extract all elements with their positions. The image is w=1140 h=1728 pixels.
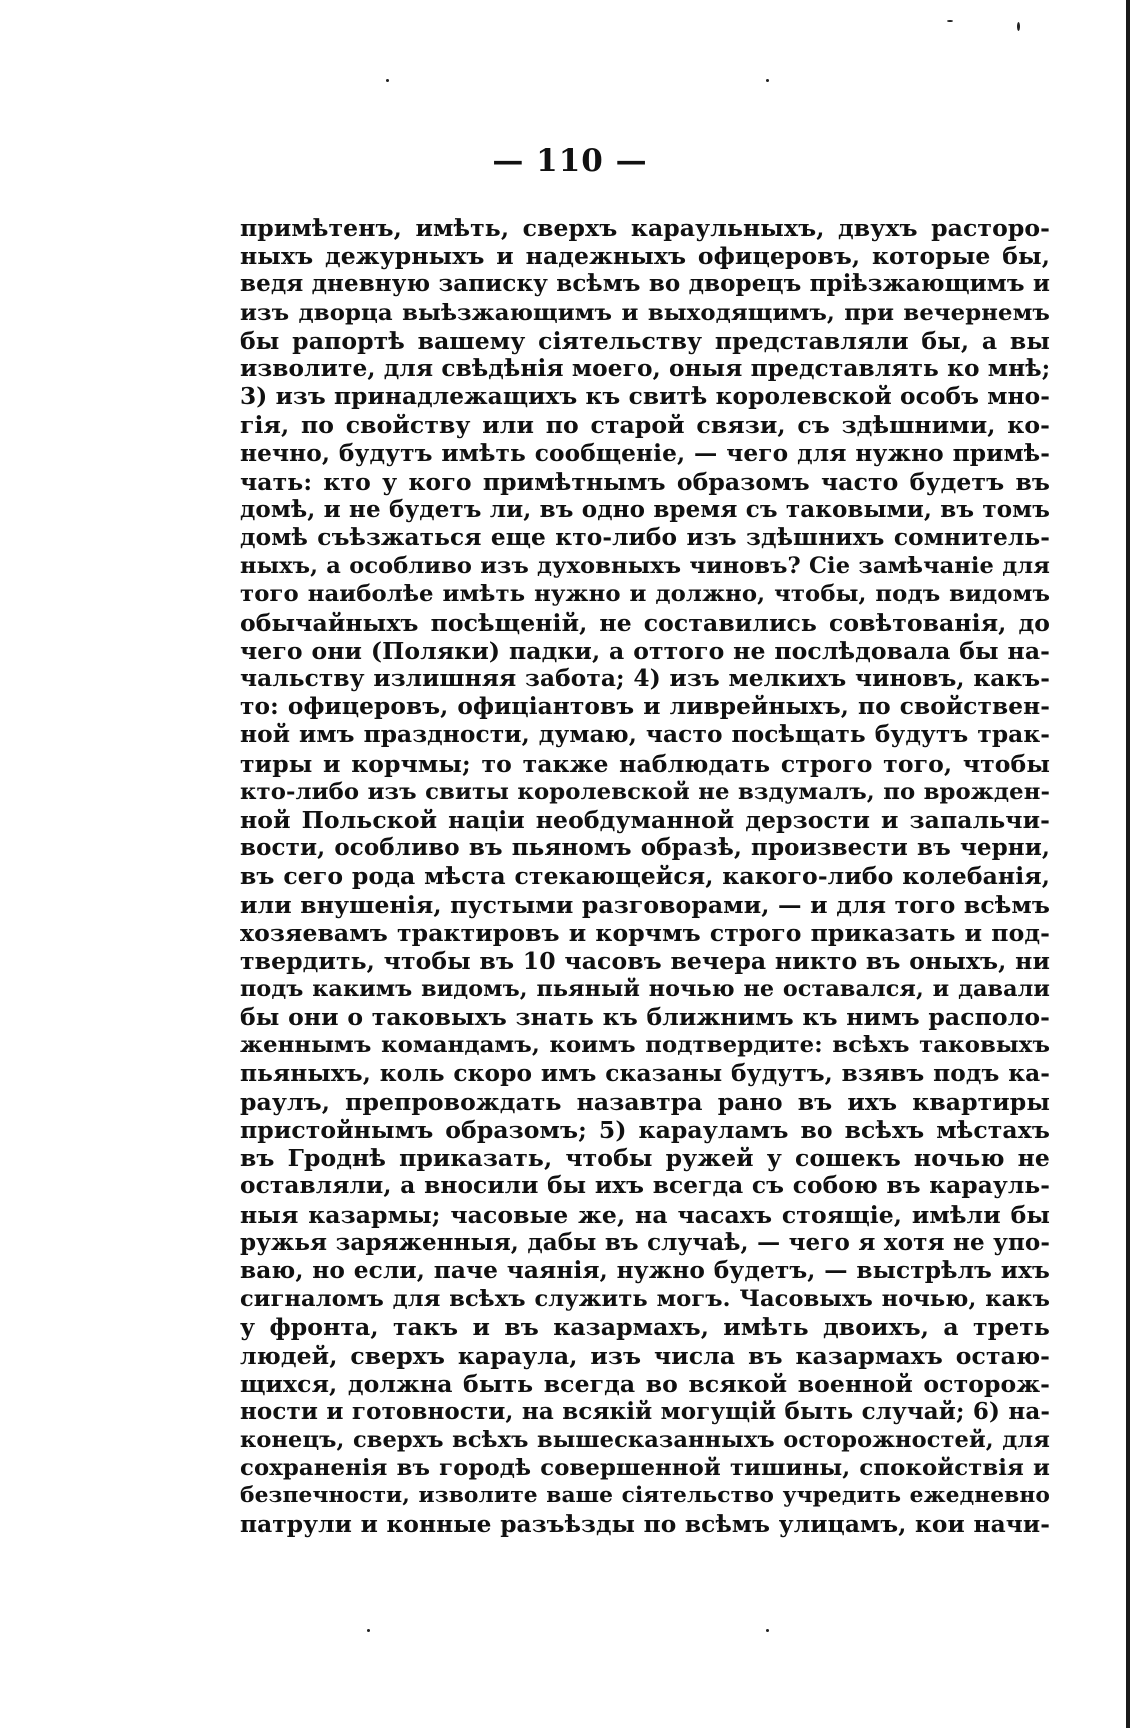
text-line: ныхъ дежурныхъ и надежныхъ офицеровъ, которые бы, — [240, 242, 1050, 271]
text-line: оставляли, а вносили бы ихъ всегда съ собою въ карауль- — [240, 1172, 1050, 1200]
print-speck — [367, 1629, 370, 1632]
text-line: пристойнымъ образомъ; 5) карауламъ во всѣхъ мѣстахъ — [240, 1116, 1050, 1144]
text-line: изволите, для свѣдѣнія моего, оныя представлять ко мнѣ; — [240, 354, 1051, 382]
text-line: то: офицеровъ, офиціантовъ и ливрейныхъ, по свойствен- — [240, 693, 1050, 721]
text-line: ной Польской націи необдуманной дерзости и запальчи- — [240, 805, 1050, 834]
text-line: въ Гроднѣ приказать, чтобы ружей у сошекъ ночью не — [240, 1144, 1050, 1173]
print-speck — [947, 20, 953, 22]
text-line: твердить, чтобы въ 10 часовъ вечера никто въ оныхъ, ни — [240, 946, 1050, 975]
text-line: вости, особливо въ пьяномъ образѣ, произвести въ черни, — [240, 834, 1050, 862]
text-line: ваю, но если, паче чаянія, нужно будетъ, — выстрѣлъ ихъ — [240, 1256, 1050, 1284]
text-line: безпечности, изволите ваше сіятельство учредить ежедневно — [240, 1483, 1050, 1509]
text-line: у фронта, такъ и въ казармахъ, имѣть двоихъ, а треть — [240, 1313, 1050, 1342]
text-line: пьяныхъ, коль скоро имъ сказаны будутъ, взявъ подъ ка- — [240, 1059, 1050, 1087]
page-number: — 110 — — [492, 143, 648, 179]
text-line: ружья заряженныя, дабы въ случаѣ, — чего я хотя не упо- — [240, 1228, 1050, 1256]
text-line: щихся, должна быть всегда во всякой военной осторож- — [240, 1369, 1050, 1398]
text-line: хозяевамъ трактировъ и корчмъ строго приказать и под- — [240, 918, 1050, 947]
print-speck — [766, 1629, 769, 1632]
text-line: обычайныхъ посѣщеній, не составились совѣтованія, до — [240, 608, 1050, 637]
page-edge-rule — [1126, 0, 1130, 1728]
text-line: 3) изъ принадлежащихъ къ свитѣ королевской особъ мно- — [240, 383, 1050, 411]
text-line: чего они (Поляки) падки, а оттого не послѣдовала бы на- — [240, 636, 1050, 665]
text-line: чать: кто у кого примѣтнымъ образомъ часто будетъ въ — [240, 467, 1050, 496]
text-line: конецъ, сверхъ всѣхъ вышесказанныхъ осторожностей, для — [240, 1427, 1050, 1454]
print-speck — [1017, 22, 1020, 31]
text-line: нечно, будутъ имѣть сообщеніе, — чего для нужно примѣ- — [240, 439, 1050, 467]
text-line: женнымъ командамъ, коимъ подтвердите: всѣхъ таковыхъ — [240, 1032, 1050, 1059]
body-text — [240, 214, 1050, 1539]
text-line: ной имъ праздности, думаю, часто посѣщать будутъ трак- — [240, 721, 1050, 749]
text-line: чальству излишняя забота; 4) изъ мелкихъ чиновъ, какъ- — [240, 665, 1050, 692]
text-line: ныхъ, а особливо изъ духовныхъ чиновъ? Сіе замѣчаніе для — [240, 553, 1050, 580]
text-line: кто-либо изъ свиты королевской не вздумалъ, по врожден- — [240, 778, 1050, 805]
text-line: людей, сверхъ караула, изъ числа въ казармахъ остаю- — [240, 1341, 1050, 1370]
text-line: патрули и конные разъѣзды по всѣмъ улицамъ, кои начи- — [240, 1510, 1050, 1538]
text-line: изъ дворца выѣзжающимъ и выходящимъ, при вечернемъ — [240, 299, 1050, 326]
text-line: раулъ, препровождать назавтра рано въ ихъ квартиры — [240, 1087, 1050, 1116]
text-line: гія, по свойству или по старой связи, съ здѣшними, ко- — [240, 411, 1050, 440]
text-line: сохраненія въ городѣ совершенной тишины, спокойствія и — [240, 1455, 1050, 1482]
text-line: ведя дневную записку всѣмъ во дворецъ пріѣзжающимъ и — [240, 270, 1050, 298]
text-line: ныя казармы; часовые же, на часахъ стоящіе, имѣли бы — [240, 1200, 1050, 1229]
text-line: бы рапортѣ вашему сіятельству представляли бы, а вы — [240, 326, 1050, 355]
text-line: того наиболѣе имѣть нужно и должно, чтобы, подъ видомъ — [240, 581, 1050, 608]
text-line: въ сего рода мѣста стекающейся, какого-либо колебанія, — [240, 862, 1050, 891]
text-line: подъ какимъ видомъ, пьяный ночью не оставался, и давали — [240, 976, 1050, 1003]
text-line: сигналомъ для всѣхъ служить могъ. Часовыхъ ночью, какъ — [240, 1286, 1050, 1313]
text-line: бы они о таковыхъ знать къ ближнимъ къ нимъ располо- — [240, 1003, 1050, 1032]
text-line: домѣ, и не будетъ ли, въ одно время съ таковыми, въ томъ — [240, 495, 1050, 523]
text-line: примѣтенъ, имѣть, сверхъ караульныхъ, двухъ расторо- — [240, 214, 1050, 242]
text-line: тиры и корчмы; то также наблюдать строго того, чтобы — [240, 749, 1050, 778]
print-speck — [766, 79, 769, 82]
text-line: или внушенія, пустыми разговорами, — и для того всѣмъ — [240, 890, 1050, 919]
print-speck — [386, 79, 389, 82]
text-line: ности и готовности, на всякій могущій быть случай; 6) на- — [240, 1397, 1050, 1425]
text-line: домѣ съѣзжаться еще кто-либо изъ здѣшнихъ сомнитель- — [240, 524, 1050, 552]
